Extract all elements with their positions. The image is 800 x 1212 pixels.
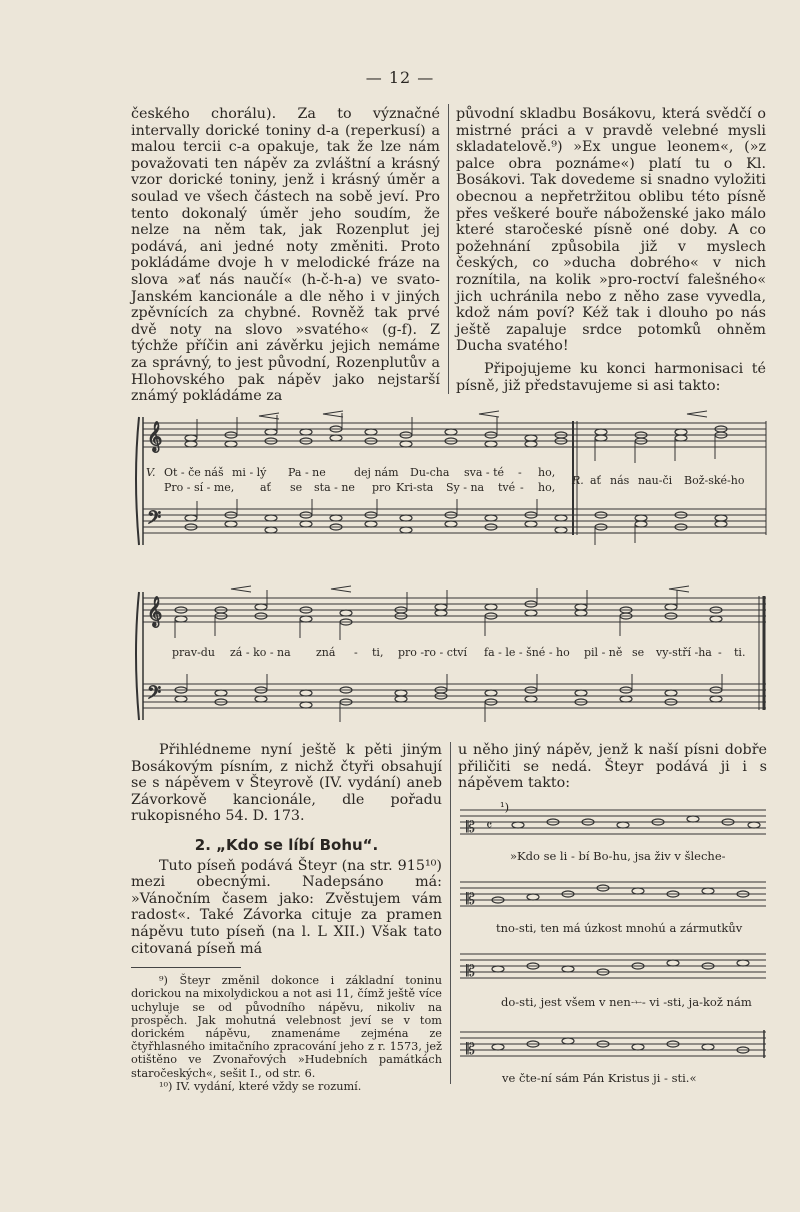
- lyric-syllable: mi - lý: [232, 466, 267, 479]
- example-lyrics-line-4: ve čte-ní sám Pán Kristus ji - sti.«: [502, 1071, 697, 1085]
- c-clef-icon: 𝄡: [466, 1039, 475, 1058]
- bass-clef-icon: 𝄢: [147, 508, 162, 533]
- lyric-syllable: sva - té: [464, 466, 505, 479]
- lyric-syllable: Bož-ské-ho: [684, 474, 745, 487]
- paragraph: původní skladbu Bosákovu, která svědčí o mistrné práci a v pravdě velebné mysli skladatelově.⁹) »Ex ungue leonem«, (»z palce obra poznáme«) platí tu o Kl. Bosákovi. Tak dovedeme si snadno vyložiti obecnou a nepřetržitou oblibu této písně přes veškeré bouře náboženské jako málo které staročeské písně oné doby. A co požehnání způsobila již v myslech českých, co »ducha dobrého« v nich roznítila, na kolik »pro-roctví falešného« jich uchránila nebo z něho zase vyvedla, kdož nám poví? Kéž tak i dlouho po nás ještě zapaluje srdce potomků ohněm Ducha svatého!: [456, 106, 766, 355]
- lyric-syllable: pro: [372, 481, 391, 494]
- c-clef-icon: 𝄡: [466, 961, 475, 980]
- brace-icon: [136, 417, 139, 545]
- text-column-left: [131, 742, 442, 1093]
- example-lyrics-line-1: »Kdo se li - bí Bo-hu, jsa živ v šleche-: [510, 849, 726, 863]
- footnote-mark: ¹): [500, 800, 510, 814]
- lyric-syllable: Ot - če náš: [164, 466, 224, 479]
- paragraph: Připojujeme ku konci harmonisaci té písně, již představujeme si asi takto:: [456, 360, 766, 394]
- c-clef-icon: 𝄡: [466, 889, 475, 908]
- footnote: ⁹) Šteyr změnil dokonce i základní toninu dorickou na mixolydickou a not asi 11, čímž ještě více uchyluje se od původního nápěvu, nikoliv na prospěch. Jak mohutná velebnost jeví se v tom dorickém nápěvu, znamenáme zejména ze čtyřhlasného imitačního zpracování jeho z r. 1573, jež otištěno ve Zvonařových »Hudebních památkách staročeských«, sešit I., od str. 6.: [131, 974, 442, 1080]
- lyric-syllable: nás: [610, 474, 630, 487]
- footnotes: [131, 974, 442, 1093]
- lyric-syllable: dej nám: [354, 466, 399, 479]
- bass-clef-icon: 𝄢: [147, 683, 162, 708]
- lyric-syllable: nau-či: [638, 474, 673, 487]
- note-heads-upper: [175, 601, 722, 625]
- example-lyrics-line-2: tno-sti, ten má úzkost mnohú a zármutkův: [496, 921, 743, 935]
- lyric-syllable: se: [290, 481, 303, 494]
- lyric-syllable: ať: [260, 481, 271, 494]
- lyric-syllable: Sy - na: [446, 481, 485, 494]
- paragraph: Tuto píseň podává Šteyr (na str. 915¹⁰) mezi obecnými. Nadepsáno má: »Vánočním časem jako: Zvěstujem vám radost«. Také Závorka cituje za pramen nápěvu tuto píseň (na l. L XII.) Však tato citovaná píseň má: [131, 857, 442, 957]
- lyric-syllable: Du-cha: [410, 466, 450, 479]
- lyric-syllable: pil - ně: [584, 646, 623, 659]
- lyric-syllable: prav-du: [172, 646, 215, 659]
- lyric-syllable: Pro - sí - me,: [164, 481, 235, 494]
- lyric-syllable: ať: [590, 474, 601, 487]
- text-column-right: [458, 742, 767, 792]
- verse-label: V.: [146, 466, 156, 479]
- lyric-syllable: -: [518, 466, 522, 479]
- score1-refrain-lyrics: [572, 474, 745, 487]
- page-number: — 12 —: [365, 68, 435, 87]
- lyric-syllable: tvé: [498, 481, 516, 494]
- lyric-syllable: pro -ro - ctví: [398, 646, 468, 659]
- paragraph: Přihlédneme nyní ještě k pěti jiným Bosákovým písním, z nichž čtyři obsahují se s nápěvem v Šteyrově (IV. vydání) aneb Závorkově kancionále, dle pořadu rukopisného 54. D. 173.: [131, 742, 442, 825]
- footnote: ¹⁰) IV. vydání, které vždy se rozumí.: [159, 1079, 362, 1093]
- brace-icon: [136, 592, 139, 720]
- lyric-syllable: fa - le - šné - ho: [484, 646, 570, 659]
- lyric-syllable: -: [354, 646, 358, 659]
- c-clef-icon: 𝄡: [466, 817, 475, 836]
- common-time-icon: 𝄴: [486, 818, 493, 834]
- lyric-syllable: vy-stří -ha: [656, 646, 712, 659]
- paragraph: u něho jiný nápěv, jenž k naší písni dobře přiličiti se nedá. Šteyr podává ji i s nápěvem takto:: [458, 742, 767, 792]
- column-divider: [448, 104, 449, 394]
- lyric-syllable: ho,: [538, 466, 556, 479]
- lyric-syllable: ti.: [734, 646, 746, 659]
- music-example: [458, 800, 768, 1090]
- lyric-syllable: zá - ko - na: [230, 646, 291, 659]
- column-divider: [450, 742, 451, 1084]
- refrain-label: R.: [572, 474, 584, 487]
- example-lyrics-line-3: do-sti, jest všem v nenᆠ- vi -sti, ja-kož nám: [501, 995, 752, 1009]
- lyric-syllable: Pa - ne: [288, 466, 326, 479]
- treble-clef-icon: 𝄞: [147, 597, 163, 627]
- lyric-syllable: zná: [316, 646, 336, 659]
- lyric-syllable: sta - ne: [314, 481, 355, 494]
- crescendo-hairpin-icon: [259, 411, 707, 419]
- lyric-syllable: -: [718, 646, 722, 659]
- music-score-system-1: [131, 405, 771, 555]
- text-column-right: [456, 106, 766, 394]
- text-column-left: [131, 106, 440, 405]
- paragraph: českého chorálu). Za to význačné intervally dorické toniny d-a (reperkusí) a malou tercii c-a opakuje, tak že lze nám považovati ten nápěv za zvláštní a krásný vzor dorické toniny, jenž i krásný úměr a soulad ve všech částech na sobě jeví. Pro tento dokonalý úměr jeho soudím, že nelze na něm tak, jak Rozenplut jej podává, ani jedné noty změniti. Proto pokládáme dvoje h v melodické fráze na slova »ať nás naučí« (h-č-h-a) ve svato-Janském kancionále a dle něho i v jiných zpěvnících za chybné. Rovněž tak prvé dvě noty na slovo »svatého« (g-f). Z týchže příčin ani závěrku jejich nemáme za správný, to jest původní, Rozenplutův a Hlohovského pak nápěv jako nejstarší známý pokládáme za: [131, 106, 440, 405]
- lyric-syllable: -: [520, 481, 524, 494]
- section-heading: 2. „Kdo se líbí Bohu“.: [194, 835, 379, 854]
- lyric-syllable: ho,: [538, 481, 556, 494]
- lyric-syllable: Kri-sta: [396, 481, 434, 494]
- score1-verse1-lyrics: [146, 466, 556, 479]
- lyric-syllable: ti,: [372, 646, 384, 659]
- crescendo-hairpin-icon: [231, 586, 689, 592]
- treble-clef-icon: 𝄞: [147, 422, 163, 452]
- lyric-syllable: se: [632, 646, 645, 659]
- footnote-divider: [131, 967, 241, 968]
